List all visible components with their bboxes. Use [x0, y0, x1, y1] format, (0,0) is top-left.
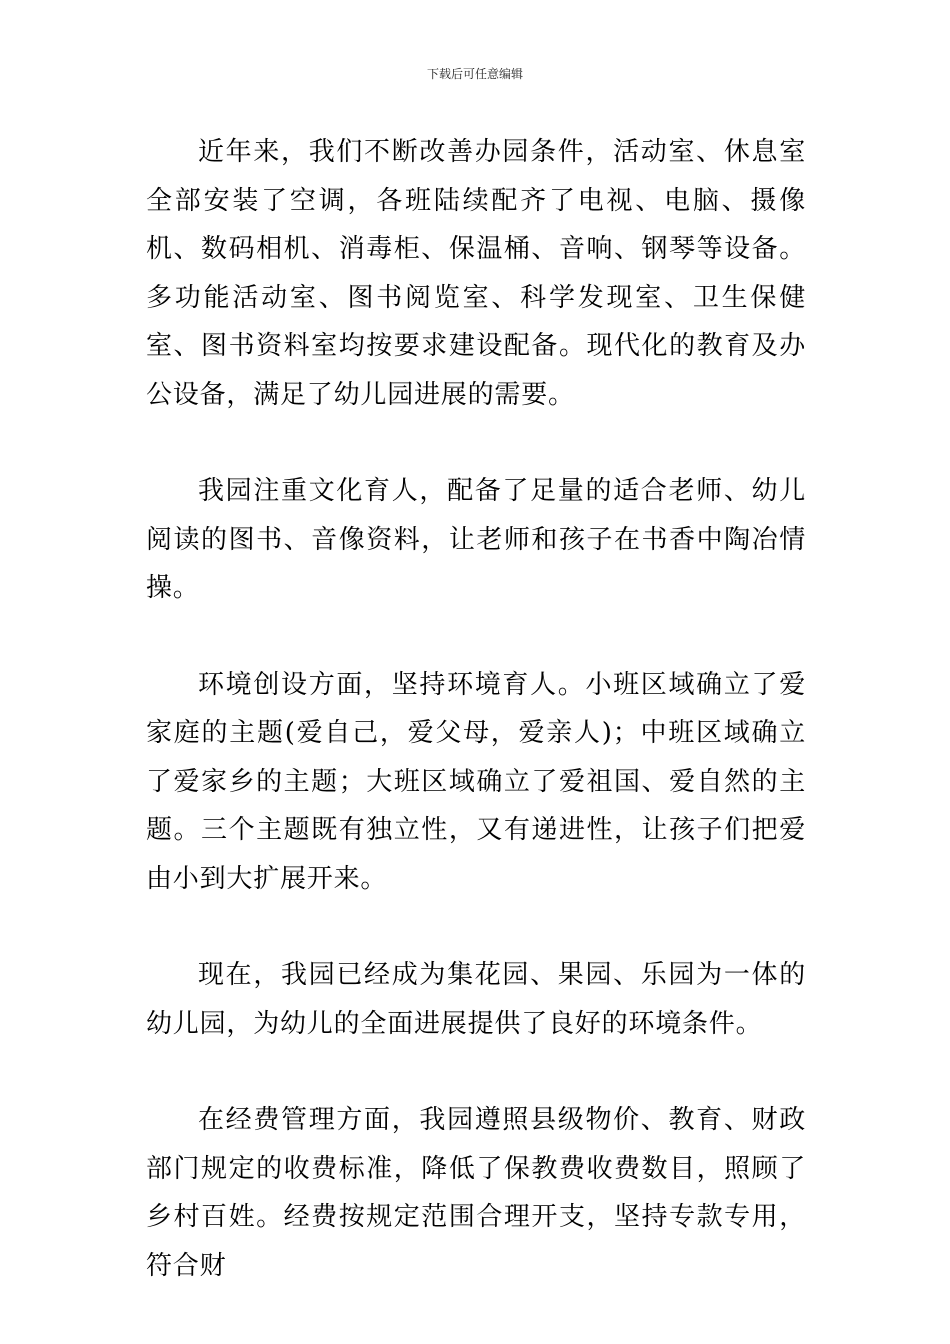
paragraph-funding: 在经费管理方面，我园遵照县级物价、教育、财政部门规定的收费标准，降低了保教费收费数目，照顾了乡村百姓。经费按规定范围合理开支，坚持专款专用，符合财 [146, 1105, 806, 1281]
paragraph-environment: 环境创设方面，坚持环境育人。小班区域确立了爱家庭的主题(爱自己，爱父母，爱亲人)；中班区域确立了爱家乡的主题；大班区域确立了爱祖国、爱自然的主题。三个主题既有独立性，又有递进性，让孩子们把爱由小到大扩展开来。 [146, 669, 806, 894]
document-body [146, 128, 806, 1290]
paragraph-current-status: 现在，我园已经成为集花园、果园、乐园为一体的幼儿园，为幼儿的全面进展提供了良好的环境条件。 [146, 960, 806, 1039]
paragraph-culture: 我园注重文化育人，配备了足量的适合老师、幼儿阅读的图书、音像资料，让老师和孩子在书香中陶冶情操。 [146, 476, 806, 603]
page-header: 下载后可任意编辑 [426, 67, 523, 81]
paragraph-facilities: 近年来，我们不断改善办园条件，活动室、休息室全部安装了空调，各班陆续配齐了电视、电脑、摄像机、数码相机、消毒柜、保温桶、音响、钢琴等设备。多功能活动室、图书阅览室、科学发现室、卫生保健室、图书资料室均按要求建设配备。现代化的教育及办公设备，满足了幼儿园进展的需要。 [146, 137, 806, 410]
